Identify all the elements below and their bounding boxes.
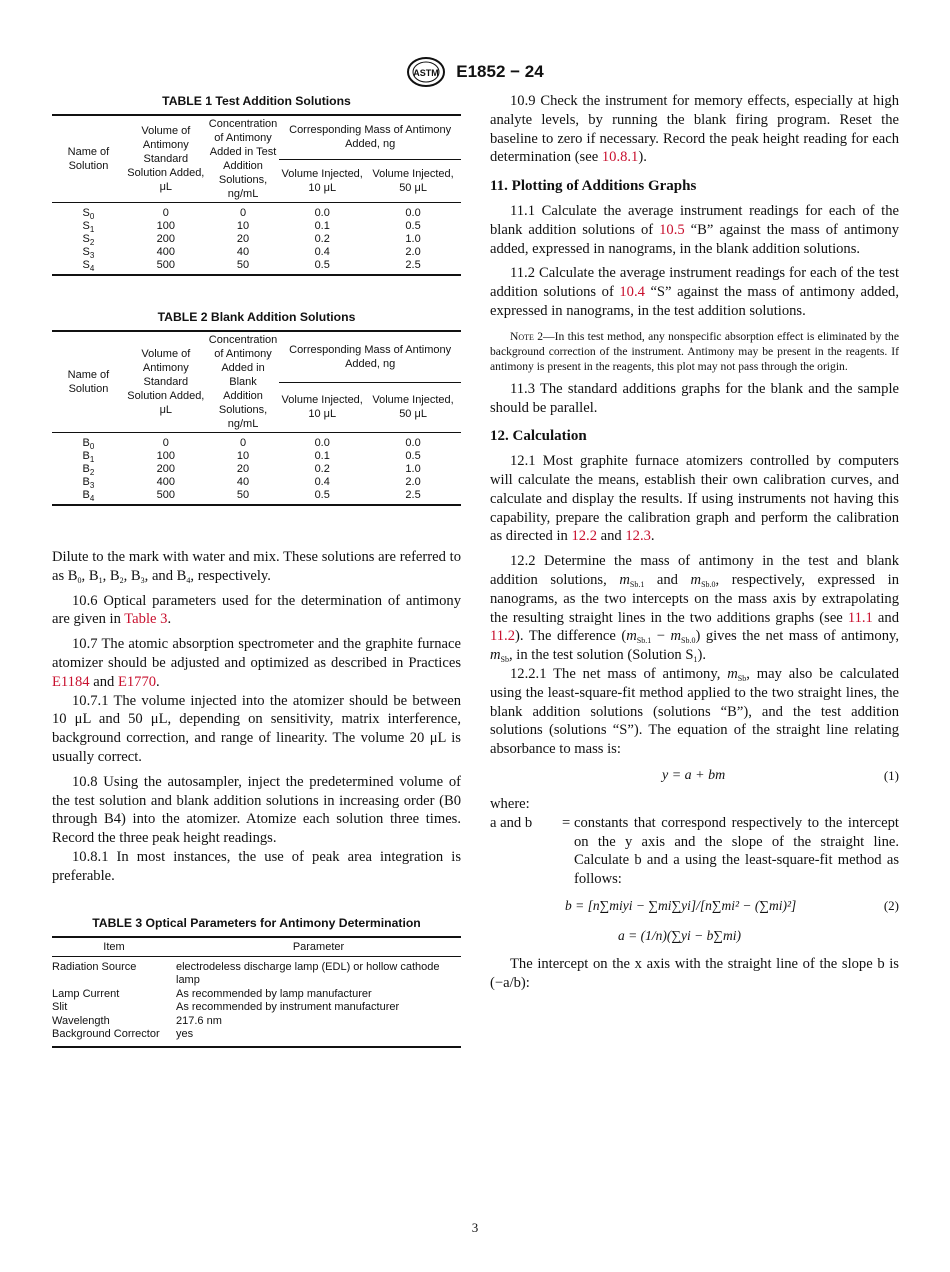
section-12-heading: 12. Calculation xyxy=(490,428,587,445)
note-2: Note 2—In this test method, any nonspecific absorption effect is eliminated by the background correction of the instrument. Antimony may be present in the reagents. If antimony is present in the reagents, this plot may not pass through the origin. xyxy=(490,329,899,373)
table3-header-item: Item xyxy=(52,937,176,957)
table2-header-conc: Concentration of Antimony Added in Blank Addition Solutions, ng/mL xyxy=(207,331,280,433)
table3-header-parameter: Parameter xyxy=(176,937,461,957)
equation-3: a = (1/n)(∑yi − b∑mi) xyxy=(618,927,741,943)
link-10-5[interactable]: 10.5 xyxy=(659,221,685,238)
table-row: $S_1$ 100 10 0.1 0.5 xyxy=(82,220,421,234)
table1-header-conc: Concentration of Antimony Added in Test Addition Solutions, ng/mL xyxy=(207,115,280,203)
table2-header-volume: Volume of Antimony Standard Solution Added, μL xyxy=(125,331,207,433)
section-11-heading: 11. Plotting of Additions Graphs xyxy=(490,178,697,195)
table2-header-name: Name of Solution xyxy=(52,331,125,433)
paragraph-dilute: Dilute to the mark with water and mix. These solutions are referred to as $B_0$, $B_1$, $B_2$, $B_3$, and $B_4$, respectively. xyxy=(52,549,461,585)
link-12-3[interactable]: 12.3 xyxy=(625,528,651,545)
table1-header-50ul: Volume Injected, 50 μL xyxy=(365,159,461,202)
table3-caption: TABLE 3 Optical Parameters for Antimony Determination xyxy=(92,915,421,930)
standard-designation: E1852 − 24 xyxy=(456,62,544,81)
definition-a-b: a and b = constants that correspond respectively to the intercept on the y axis and the slope of the straight line. Calculate b and a using the least-square-fit method as follows: xyxy=(490,814,899,888)
table1-header-name: Name of Solution xyxy=(52,115,125,203)
paragraph-10-8-1: 10.8.1 In most instances, the use of peak area integration is preferable. xyxy=(52,848,461,884)
paragraph-12-2: 12.2 Determine the mass of antimony in the test and blank addition solutions, $m_{Sb.1}$ and $m_{Sb.0}$, respectively, expressed in nanograms, as the two intercepts on the mass axis by extrapolating the resulting straight lines in the two additions graphs (see 11.1 and 11.2). The difference $(m_{Sb.1} - m_{Sb.0})$ gives the net mass of antimony, $m_{Sb}$, in the test solution (Solution $S_1$). xyxy=(490,553,899,665)
table2 xyxy=(52,330,461,506)
paragraph-11-3: 11.3 The standard additions graphs for the blank and the sample should be parallel. xyxy=(490,380,899,416)
paragraph-12-1: 12.1 Most graphite furnace atomizers controlled by computers will calculate the means, establish their own calibration curves, and calculate and display the results. If using instruments not having this capability, prepare the calibration graph and perform the calibration as directed in 12.2 and 12.3. xyxy=(490,453,899,545)
table2-header-mass: Corresponding Mass of Antimony Added, ng xyxy=(279,331,461,382)
paragraph-10-7-1: 10.7.1 The volume injected into the atomizer should be between 10 μL and 50 μL, depending on sensitivity, matrix interference, background correction, and range of linearity. The volume 20 μL is usually correct. xyxy=(52,692,461,765)
paragraph-10-7: 10.7 The atomic absorption spectrometer and the graphite furnace atomizer should be adjusted and optimized as described in Practices E1184 and E1770. xyxy=(52,636,461,690)
table2-header-10ul: Volume Injected, 10 μL xyxy=(279,382,365,432)
paragraph-10-6: 10.6 Optical parameters used for the determination of antimony are given in Table 3. xyxy=(52,592,461,628)
equation-2: b = [n∑miyi − ∑mi∑yi]/[n∑mi² − (∑mi)²] (2) xyxy=(565,897,899,913)
table-row: $B_0$ 0 0 0.0 0.0 xyxy=(82,437,421,451)
table1-header-mass: Corresponding Mass of Antimony Added, ng xyxy=(279,115,461,159)
paragraph-intercept: The intercept on the x axis with the straight line of the slope b is (−a/b): xyxy=(490,955,899,991)
table-row: $S_2$ 200 20 0.2 1.0 xyxy=(82,233,421,247)
right-column xyxy=(490,92,899,992)
equation-1: y = a + bm (1) xyxy=(662,767,899,783)
table2-header-50ul: Volume Injected, 50 μL xyxy=(365,382,461,432)
page-number: 3 xyxy=(471,1220,479,1235)
paragraph-10-9: 10.9 Check the instrument for memory effects, especially at high analyte levels, by running the blank firing program. Reset the baseline to zero if necessary. Record the peak height reading for each determination (see 10.8.1). xyxy=(490,93,899,166)
table1-header-10ul: Volume Injected, 10 μL xyxy=(279,159,365,202)
link-e1770[interactable]: E1770 xyxy=(117,673,157,690)
table-row: $B_2$ 200 20 0.2 1.0 xyxy=(82,463,421,477)
page-header xyxy=(0,56,950,88)
link-12-2[interactable]: 12.2 xyxy=(571,528,597,545)
table-row: $B_1$ 100 10 0.1 0.5 xyxy=(82,450,421,464)
table1 xyxy=(52,114,461,276)
table-row: $B_3$ 400 40 0.4 2.0 xyxy=(82,476,421,490)
link-e1184[interactable]: E1184 xyxy=(52,673,90,690)
where-label: where: xyxy=(490,795,530,812)
paragraph-10-8: 10.8 Using the autosampler, inject the predetermined volume of the test solution and blank addition solutions in increasing order (B0 through B4) into the atomizer. Atomize each solution three times. Record the three peak height readings. xyxy=(52,773,461,847)
table2-caption: TABLE 2 Blank Addition Solutions xyxy=(157,310,356,324)
link-11-1[interactable]: 11.1 xyxy=(847,609,873,626)
table1-caption: TABLE 1 Test Addition Solutions xyxy=(162,94,351,108)
left-column xyxy=(52,92,461,1048)
astm-logo xyxy=(406,56,446,88)
table3 xyxy=(52,936,461,1048)
table1-header-volume: Volume of Antimony Standard Solution Added, μL xyxy=(125,115,207,203)
link-10-4[interactable]: 10.4 xyxy=(619,284,645,301)
paragraph-11-1: 11.1 Calculate the average instrument readings for each of the blank addition solutions of 10.5 “B” against the mass of antimony added, expressed in nanograms, in the blank addition solutions. xyxy=(490,202,899,257)
paragraph-11-2: 11.2 Calculate the average instrument readings for each of the test addition solutions of 10.4 “S” against the mass of antimony added, expressed in nanograms, in the test addition solutions. xyxy=(490,265,899,319)
svg-text:ASTM: ASTM xyxy=(413,68,440,78)
table-row: $S_4$ 500 50 0.5 2.5 xyxy=(52,259,461,275)
paragraph-12-2-1: 12.2.1 The net mass of antimony, $m_{Sb}$, may also be calculated using the least-square-fit method applied to the two straight lines, the blank addition solutions (solutions “B”), and the test addition solutions (solutions “S”). The equation of the straight line relating absorbance to mass is: xyxy=(490,665,899,758)
table-row: Wavelength 217.6 nm xyxy=(52,1014,222,1027)
table-row: Radiation Source electrodeless discharge lamp (EDL) or hollow cathode lamp xyxy=(52,960,440,987)
table-row: $S_0$ 0 0 0.0 0.0 xyxy=(82,207,421,221)
table-row: $S_3$ 400 40 0.4 2.0 xyxy=(82,246,421,260)
link-11-2[interactable]: 11.2 xyxy=(490,628,515,645)
link-table3[interactable]: Table 3 xyxy=(124,611,168,628)
table-row: Background Corrector yes xyxy=(52,1028,461,1047)
table-row: $B_4$ 500 50 0.5 2.5 xyxy=(52,489,461,505)
link-10-8-1[interactable]: 10.8.1 xyxy=(601,149,639,166)
table-row: Lamp Current As recommended by lamp manufacturer xyxy=(52,987,372,1000)
table-row: Slit As recommended by instrument manufacturer xyxy=(52,1001,400,1014)
